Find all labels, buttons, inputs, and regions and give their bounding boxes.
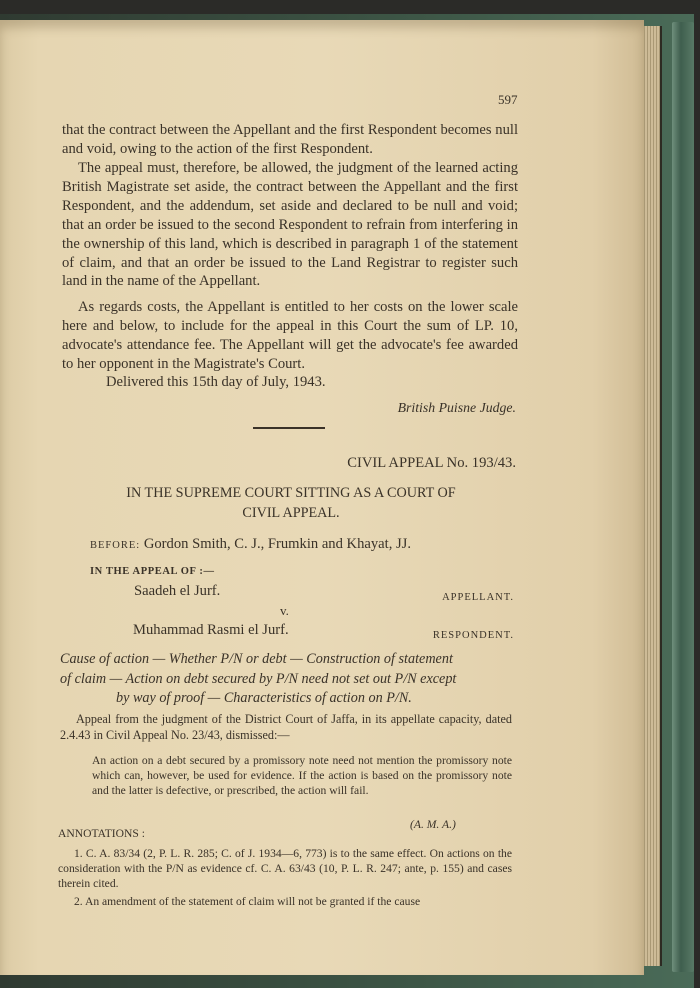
case-summary: An action on a debt secured by a promissory note need not mention the promissory note which can, however, be used for evidence. If the action is based on the promissory note and the latter is defective, or prescribed, the action will fail. xyxy=(92,754,512,798)
paragraph-costs: As regards costs, the Appellant is entitled to her costs on the lower scale here and below, to include for the appeal in this Court the sum of LP. 10, advocate's attendance fee. The Appellant will get the advocate's fee awarded to her opponent in the Magistrate's Court. xyxy=(62,299,518,372)
versus: v. xyxy=(280,603,289,618)
case-number: CIVIL APPEAL No. 193/43. xyxy=(347,455,516,471)
paragraph-continuation: that the contract between the Appellant and the first Respondent becomes null and void, owing to the action of the first Respondent. xyxy=(62,122,518,157)
respondent-label: RESPONDENT. xyxy=(432,630,514,641)
in-appeal-of-label: IN THE APPEAL OF :— xyxy=(90,566,215,577)
delivered-date: Delivered this 15th day of July, 1943. xyxy=(106,374,326,390)
bench-line xyxy=(90,535,411,556)
editor-initials: (A. M. A.) xyxy=(410,818,456,831)
court-title-line2: CIVIL APPEAL. xyxy=(242,505,340,521)
paragraph-judgment: The appeal must, therefore, be allowed, the judgment of the learned acting British Magistrate set aside, the contract between the Appellant and the first Respondent, and the addendum, set aside and declared to be null and void; that an order be issued to the second Respondent to refrain from interfering in the ownership of this land, which is described in paragraph 1 of the statement of claim, and that an order be issued to the Land Registrar to register such land in the name of the Appellant. xyxy=(62,160,518,290)
appeal-from: Appeal from the judgment of the District Court of Jaffa, in its appellate capacity, dated 2.4.43 in Civil Appeal No. 23/43, dismissed:— xyxy=(60,712,512,742)
headnote-line2: of claim — Action on debt secured by P/N need not set out P/N except xyxy=(60,671,457,687)
annotations-heading: ANNOTATIONS : xyxy=(58,827,145,840)
section-divider xyxy=(253,427,325,429)
annotation-item-2: 2. An amendment of the statement of claim will not be granted if the cause xyxy=(74,895,421,908)
page-number: 597 xyxy=(498,92,518,107)
judges-names: Gordon Smith, C. J., Frumkin and Khayat, JJ. xyxy=(143,536,411,552)
before-label: BEFORE: xyxy=(90,540,141,551)
appellant-label: APPELLANT. xyxy=(442,592,514,603)
headnote-line3: by way of proof — Characteristics of action on P/N. xyxy=(116,690,412,706)
appellant-name: Saadeh el Jurf. xyxy=(134,583,221,599)
respondent-name: Muhammad Rasmi el Jurf. xyxy=(133,622,289,638)
headnote-line1: Cause of action — Whether P/N or debt — Construction of statement xyxy=(60,651,453,667)
judge-signature: British Puisne Judge. xyxy=(397,400,516,415)
annotation-item-1: 1. C. A. 83/34 (2, P. L. R. 285; C. of J. 1934—6, 773) is to the same effect. On actions on the consideration with the P/N as evidence cf. C. A. 63/43 (10, P. L. R. 247; ante, p. 155) and cases therein cited. xyxy=(58,847,512,891)
court-title-line1: IN THE SUPREME COURT SITTING AS A COURT OF xyxy=(126,485,456,501)
cover-edge xyxy=(672,22,694,972)
book-page xyxy=(0,20,644,975)
